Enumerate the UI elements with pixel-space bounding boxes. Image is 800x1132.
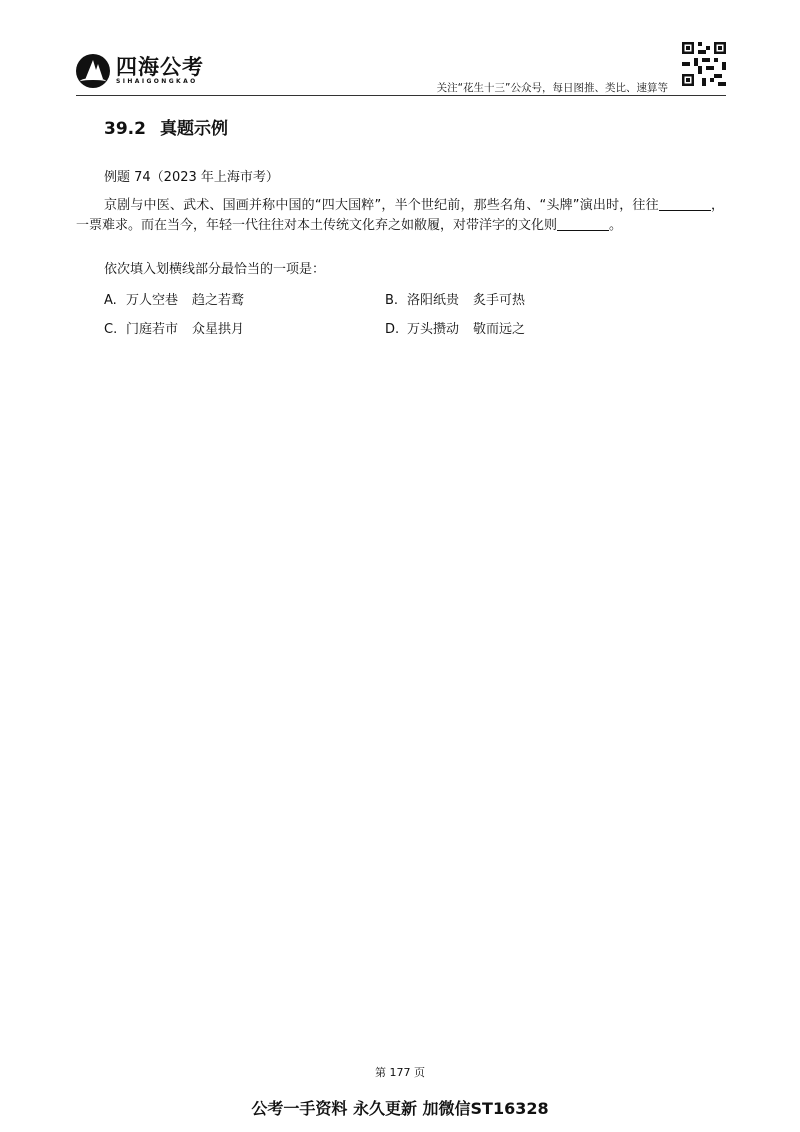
section-title: 真题示例 — [159, 119, 228, 139]
page-number: 第 177 页 — [375, 1066, 425, 1079]
option-word-1: 洛阳纸贵 — [407, 293, 460, 308]
logo-english-name: SIHAIGONGKAO — [116, 78, 198, 85]
qr-code-icon — [682, 42, 726, 86]
option-c — [104, 318, 244, 337]
option-a — [104, 289, 244, 308]
option-word-2: 敬而远之 — [473, 322, 526, 337]
brand-logo — [76, 54, 204, 88]
stem-part-2: ，一票难求。而在当今，年轻一代往往对本土传统文化弃之如敝履，对带洋字的文化则 — [76, 198, 724, 233]
option-word-1: 万头攒动 — [407, 322, 460, 337]
option-b — [385, 289, 525, 308]
sailboat-logo-icon — [76, 54, 110, 88]
stem-part-1: 京剧与中医、武术、国画并称中国的“四大国粹”，半个世纪前，那些名角、“头牌”演出时，往往 — [104, 198, 659, 213]
footer-watermark: 公考一手资料 永久更新 加微信ST16328 — [251, 1099, 549, 1118]
option-word-2: 炙手可热 — [473, 293, 526, 308]
fill-blank-2 — [557, 216, 609, 231]
header-promo-note: 关注“花生十三”公众号，每日图推、类比、速算等 — [436, 82, 668, 94]
question-instruction: 依次填入划横线部分最恰当的一项是： — [104, 262, 326, 277]
question-stem — [76, 196, 724, 236]
option-word-1: 万人空巷 — [126, 293, 179, 308]
option-word-2: 趋之若鹜 — [192, 293, 245, 308]
header-divider — [76, 95, 726, 96]
example-label: 例题 74（2023 年上海市考） — [104, 170, 279, 185]
fill-blank-1 — [659, 196, 711, 211]
option-letter: A. — [104, 293, 117, 308]
section-number: 39.2 — [104, 119, 146, 139]
option-d — [385, 318, 525, 337]
option-letter: C. — [104, 322, 118, 337]
page-header — [76, 40, 726, 98]
logo-chinese-name: 四海公考 — [116, 55, 204, 79]
option-letter: D. — [385, 322, 400, 337]
option-letter: B. — [385, 293, 399, 308]
stem-part-3: 。 — [609, 218, 623, 233]
option-word-2: 众星拱月 — [192, 322, 245, 337]
option-word-1: 门庭若市 — [126, 322, 179, 337]
section-heading — [104, 114, 228, 139]
